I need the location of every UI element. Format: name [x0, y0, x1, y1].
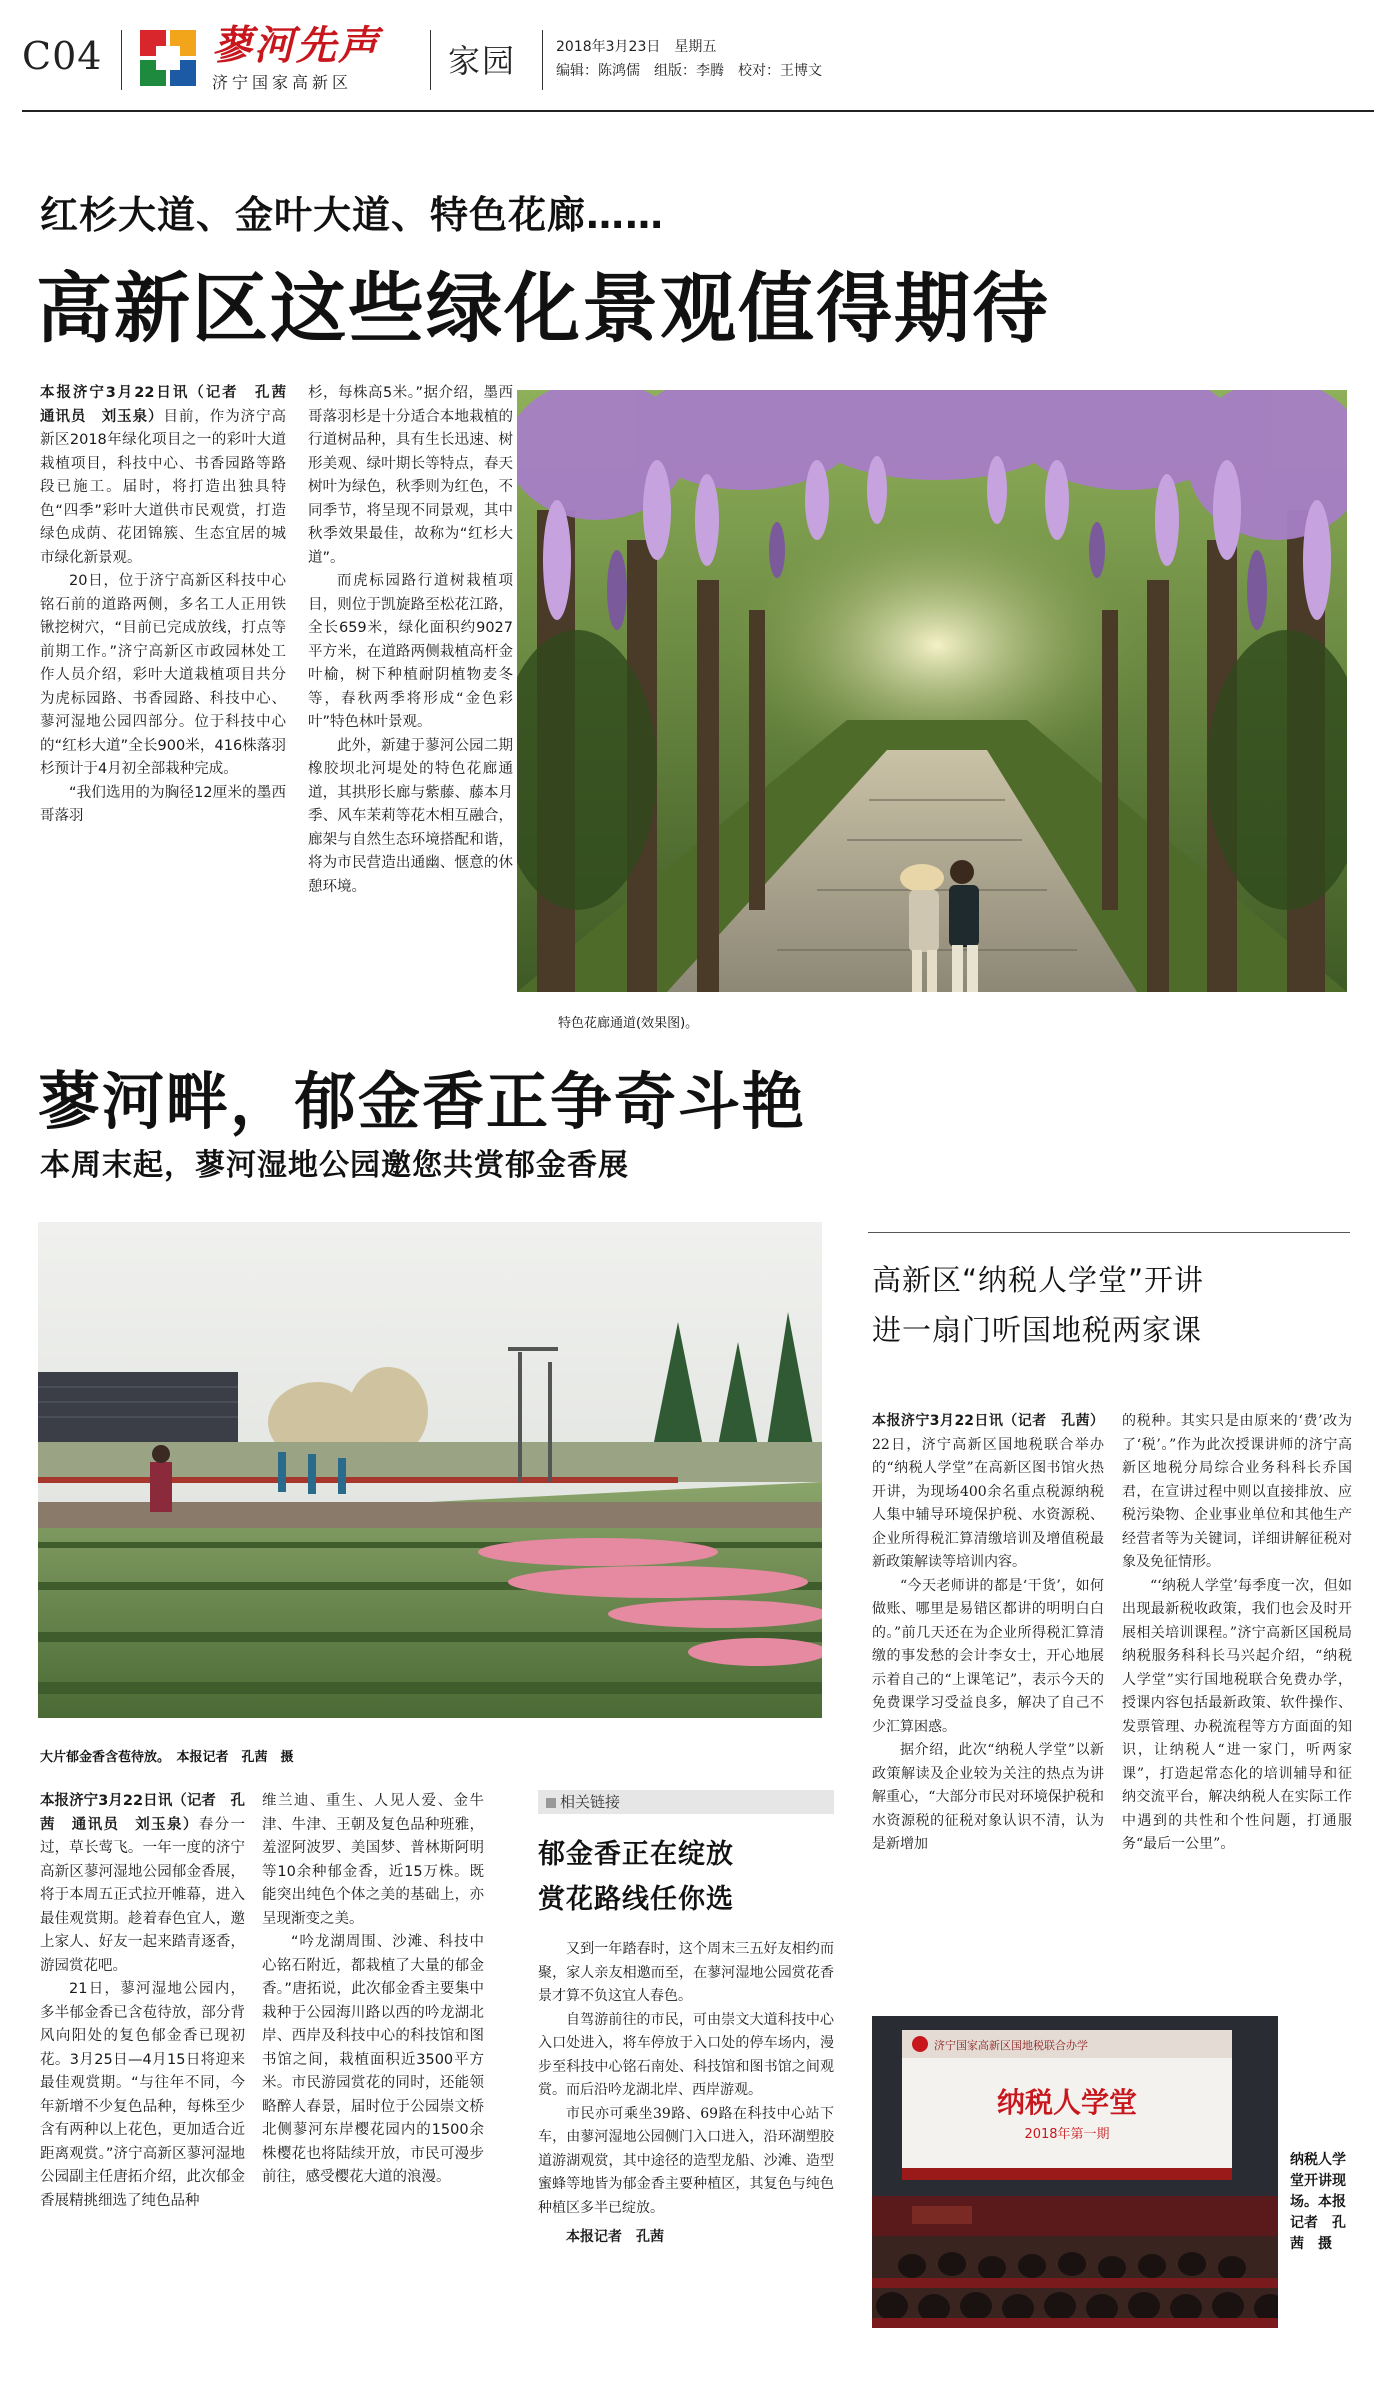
article-3-photo-caption: 纳税人学堂开讲现场。本报记者 孔茜 摄: [1290, 2152, 1346, 2252]
article-1-para-1: 目前，作为济宁高新区2018年绿化项目之一的彩叶大道栽植项目，科技中心、书香园路等路段已施工。届时，将打造出独具特色“四季”彩叶大道供市民观赏，打造绿色成荫、花团锦簇、生态宜居的城市绿化新景观。: [40, 408, 287, 566]
article-2-column-1: [40, 1790, 245, 2213]
article-3-para-2: “今天老师讲的都是‘干货’，如何做账、哪里是易错区都讲的明明白白的。”前几天还在为企业所得税汇算清缴的事发愁的会计李女士，开心地展示着自己的“上课笔记”，表示今天的免费课学习受益良多，解决了自己不少汇算困惑。: [872, 1577, 1104, 1735]
square-bullet-icon: [546, 1798, 556, 1808]
article-2-headline: 蓼河畔，郁金香正争奇斗艳: [38, 1065, 807, 1138]
sidebar-para-3: 市民亦可乘坐39路、69路在科技中心站下车，由蓼河湿地公园侧门入口进入，沿环湖塑胶道游湖观赏，其中途径的造型龙船、沙滩、造型蜜蜂等地皆为郁金香主要种植区，其复色与纯色种植区多半已绽放。: [538, 2105, 834, 2216]
sidebar-byline: 本报记者 孔茜: [566, 2229, 664, 2245]
article-1-kicker: 红杉大道、金叶大道、特色花廊……: [40, 193, 665, 237]
article-1-dateline: 本报济宁3月22日讯（记者 孔茜 通讯员 刘玉泉）: [40, 385, 301, 425]
sidebar-para-1: 又到一年踏春时，这个周末三五好友相约而聚，家人亲友相邀而至，在蓼河湿地公园赏花香景才算不负这宜人春色。: [538, 1941, 834, 2004]
article-1-column-2: [308, 382, 513, 899]
logo-subtitle: 济宁国家高新区: [212, 73, 353, 92]
flower-corridor-photo: [517, 390, 1347, 992]
newspaper-logo: [138, 28, 198, 88]
article-1-column-1: [40, 382, 301, 829]
masthead-divider-3: [542, 30, 543, 90]
article-1-photo-caption: 特色花廊通道(效果图)。: [558, 1016, 699, 1031]
article-3-para-4: 的税种。其实只是由原来的‘费’改为了‘税’。”作为此次授课讲师的济宁高新区地税分局综合业务科科长乔国君，在宣讲过程中则以直接排放、应税污染物、企业事业单位和其他生产经营者等为关键词，详细讲解征税对象及免征情形。: [1122, 1413, 1352, 1570]
article-3-headline-2: 进一扇门听国地税两家课: [872, 1313, 1203, 1347]
article-1-headline: 高新区这些绿化景观值得期待: [36, 264, 1050, 353]
related-link-sidebar: [538, 1790, 834, 2250]
article-3-top-rule: [868, 1232, 1350, 1233]
article-1-para-4: 杉，每株高5米。”据介绍，墨西哥落羽杉是十分适合本地栽植的行道树品种，具有生长迅速、树形美观、绿叶期长等特点，春天树叶为绿色，秋季则为红色，不同季节，将呈现不同景观，其中秋季效果最佳，故称为“红杉大道”。: [308, 385, 513, 566]
masthead-rule: [22, 110, 1374, 112]
article-3-headline-1: 高新区“纳税人学堂”开讲: [872, 1263, 1205, 1297]
article-3-para-3: 据介绍，此次“纳税人学堂”以新政策解读及企业较为关注的热点为讲解重心，“大部分市民对环境保护税和水资源税的征税对象认识不清，认为是新增加: [872, 1742, 1104, 1852]
screen-banner: 济宁国家高新区国地税联合办学: [934, 2039, 1088, 2052]
article-3-para-5: “‘纳税人学堂’每季度一次，但如出现最新税收政策，我们也会及时开展相关培训课程。”济宁高新区国税局纳税服务科科长马兴起介绍，“纳税人学堂”实行国地税联合免费办学，授课内容包括最新政策、软件操作、发票管理、办税流程等方方面面的知识，让纳税人“进一家门，听两家课”，打造起常态化的培训辅导和征纳交流平台，解决纳税人在实际工作中遇到的共性和个性问题，打通服务“最后一公里”。: [1122, 1577, 1352, 1852]
article-1-para-6: 此外，新建于蓼河公园二期橡胶坝北河堤处的特色花廊通道，其拱形长廊与紫藤、藤本月季、风车茉莉等花木相互融合，廊架与自然生态环境搭配和谐，将为市民营造出通幽、惬意的休憩环境。: [308, 737, 513, 895]
article-2-para-4: “吟龙湖周围、沙滩、科技中心铭石附近，都栽植了大量的郁金香。”唐拓说，此次郁金香主要集中栽种于公园海川路以西的吟龙湖北岸、西岸及科技中心的科技馆和图书馆之间，栽植面积近3500平方米。市民游园赏花的同时，还能领略醉人春景，届时位于公园崇文桥北侧蓼河东岸樱花园内的1500余株樱花也将陆续开放，市民可漫步前往，感受樱花大道的浪漫。: [262, 1934, 484, 2185]
article-1-para-2: 20日，位于济宁高新区科技中心铭石前的道路两侧，多名工人正用铁锹挖树穴，“目前已完成放线，打点等前期工作。”济宁高新区市政园林处工作人员介绍，彩叶大道栽植项目共分为虎标园路、书香园路、科技中心、蓼河湿地公园四部分。位于科技中心的“红杉大道”全长900米，416株落羽杉预计于4月初全部栽种完成。: [40, 573, 286, 777]
article-1-para-5: 而虎标园路行道树栽植项目，则位于凯旋路至松花江路，全长659米，绿化面积约9027平方米，在道路两侧栽植高杆金叶榆，树下种植耐阴植物麦冬等，春秋两季将形成“金色彩叶”特色林叶景观。: [308, 573, 513, 730]
article-2-dateline: 本报济宁3月22日讯（记者 孔茜 通讯员 刘玉泉）: [40, 1793, 245, 1833]
sidebar-title-1: 郁金香正在绽放: [538, 1839, 734, 1870]
section-name: 家园: [448, 42, 517, 80]
screen-subtitle: 2018年第一期: [1024, 2127, 1110, 2142]
article-2-para-1: 春分一过，草长莺飞。一年一度的济宁高新区蓼河湿地公园郁金香展，将于本周五正式拉开帷幕，进入最佳观赏期。趁着春色宜人，邀上家人、好友一起来踏青逐香，游园赏花吧。: [40, 1816, 245, 1974]
article-2-para-2: 21日，蓼河湿地公园内，多半郁金香已含苞待放，部分背风向阳处的复色郁金香已现初花。3月25日—4月15日将迎来最佳观赏期。“与往年不同，今年新增不少复色品种，每株至少含有两种以上花色，更加适合近距离观赏。”济宁高新区蓼河湿地公园副主任唐拓介绍，此次郁金香展精挑细选了纯色品种: [40, 1981, 245, 2209]
screen-title: 纳税人学堂: [996, 2086, 1138, 2119]
article-1-para-3: “我们选用的为胸径12厘米的墨西哥落羽: [40, 784, 286, 824]
logo-name: 蓼河先声: [212, 22, 380, 69]
sidebar-title-2: 赏花路线任你选: [538, 1884, 734, 1915]
article-3-column-1: [872, 1410, 1104, 1857]
sidebar-para-2: 自驾游前往的市民，可由崇文大道科技中心入口处进入，将车停放于入口处的停车场内，漫步至科技中心铭石南处、科技馆和图书馆之间观赏。而后沿吟龙湖北岸、西岸游观。: [538, 2011, 834, 2098]
article-2-subhead: 本周末起，蓼河湿地公园邀您共赏郁金香展: [40, 1148, 629, 1183]
lecture-hall-photo: [872, 2016, 1278, 2328]
tulip-field-photo: [38, 1222, 822, 1718]
article-3-para-1: 22日，济宁高新区国地税联合举办的“纳税人学堂”在高新区图书馆火热开讲，为现场400余名重点税源纳税人集中辅导环境保护税、水资源税、企业所得税汇算清缴培训及增值税最新政策解读等培训内容。: [872, 1436, 1104, 1570]
issue-date: 2018年3月23日 星期五: [556, 39, 717, 55]
logo-mark-icon: [138, 28, 198, 88]
article-2-para-3: 维兰迪、重生、人见人爱、金牛津、牛津、王朝及复色品种班雅，羞涩阿波罗、美国梦、普林斯阿明等10余种郁金香，近15万株。既能突出纯色个体之美的基础上，亦呈现渐变之美。: [262, 1793, 484, 1927]
article-3-column-2: [1122, 1410, 1352, 1857]
article-3-dateline: 本报济宁3月22日讯（记者 孔茜）: [872, 1413, 1104, 1429]
staff-credits: 编辑：陈鸿儒 组版：李腾 校对：王博文: [556, 63, 822, 79]
masthead: [0, 0, 1394, 120]
page-number: C04: [22, 34, 103, 78]
masthead-divider: [121, 30, 122, 90]
related-link-tag: 相关链接: [538, 1790, 834, 1814]
article-2-photo-caption: 大片郁金香含苞待放。 本报记者 孔茜 摄: [40, 1750, 294, 1765]
masthead-divider-2: [430, 30, 431, 90]
article-2-column-2: [262, 1790, 484, 2190]
